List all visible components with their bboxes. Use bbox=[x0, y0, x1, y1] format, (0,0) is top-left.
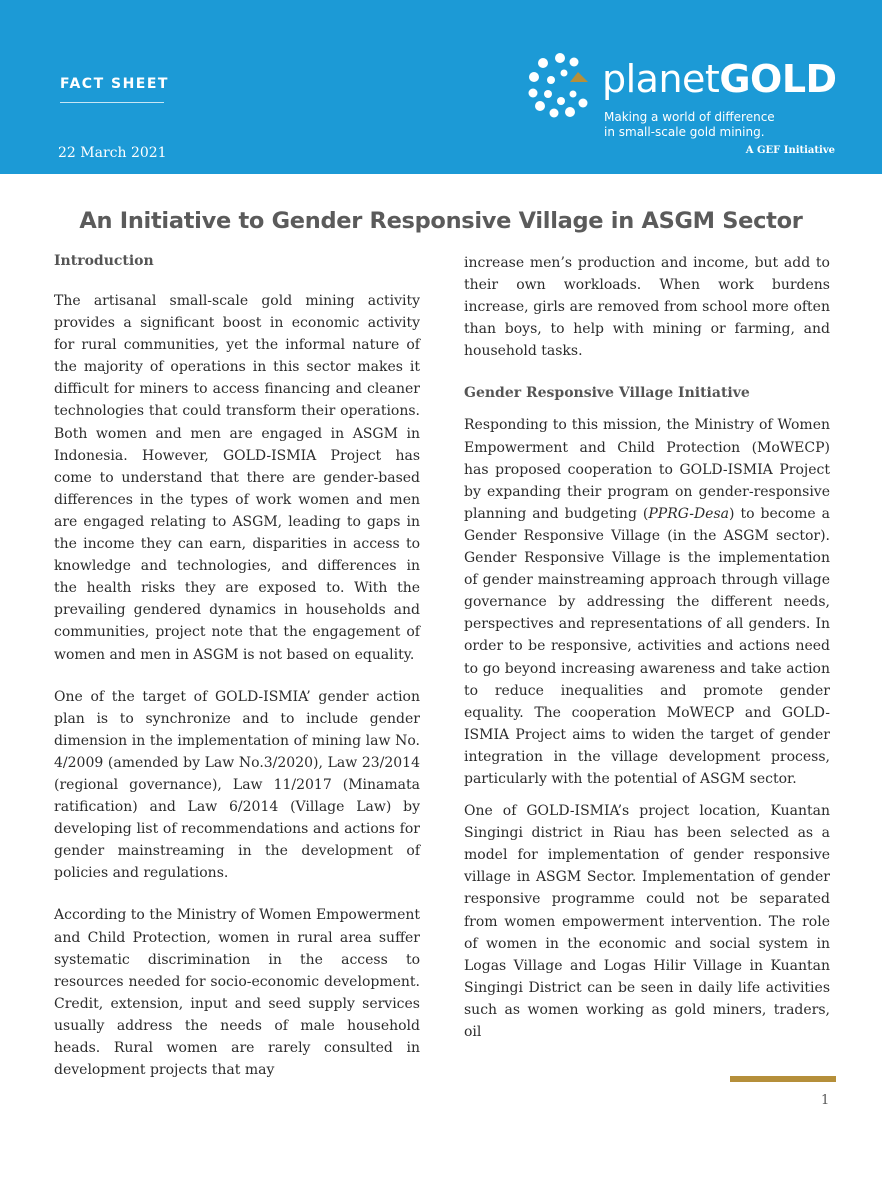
page-number: 1 bbox=[821, 1093, 830, 1108]
document-title: An Initiative to Gender Responsive Village in ASGM Sector bbox=[79, 208, 803, 234]
intro-paragraph-1: The artisanal small-scale gold mining activity provides a significant boost in economic activity for rural communities, yet the informal nature of the majority of operations in this sector makes it difficult for miners to access financing and cleaner technologies that could transform their operations. Both women and men are engaged in ASGM in Indonesia. However, GOLD-ISMIA Project has come to understand that there are gender-based differences in the types of work women and men are engaged relating to ASGM, leading to gaps in the income they can earn, disparities in access to knowledge and technologies, and differences in the health risks they are exposed to. With the prevailing gendered dynamics in households and communities, project note that the engagement of women and men in ASGM is not based on equality. bbox=[54, 293, 420, 663]
tagline-line-2: in small-scale gold mining. bbox=[604, 125, 765, 139]
header-banner bbox=[0, 0, 882, 174]
initiative-paragraph-1-start: Responding to this mission, the Ministry of Women Empowerment and Child Protection (MoWECP) has proposed cooperation to GOLD-ISMIA Project by expanding their program on gender-responsive planning and budgeting ( bbox=[464, 417, 830, 522]
logo-wordmark-light: planet bbox=[602, 57, 720, 101]
continued-paragraph: increase men’s production and income, but add to their own workloads. When work burdens increase, girls are removed from school more often than boys, to help with mining or farming, and household tasks. bbox=[464, 255, 830, 360]
initiative-paragraph-1 bbox=[464, 414, 830, 790]
initiative-paragraph-2: One of GOLD-ISMIA’s project location, Kuantan Singingi district in Riau has been selected as a model for implementation of gender responsive village in ASGM Sector. Implementation of gender responsive programme could not be separated from women empowerment intervention. The role of women in the economic and social system in Logas Village and Logas Hilir Village in Kuantan Singingi District can be seen in daily life activities such as women working as gold miners, traders, oil bbox=[464, 803, 830, 1040]
logo-wordmark bbox=[602, 56, 837, 102]
fact-sheet-underline bbox=[60, 102, 164, 103]
fact-sheet-label: FACT SHEET bbox=[60, 76, 169, 92]
publication-date: 22 March 2021 bbox=[58, 145, 167, 161]
initiative-paragraph-1-end: ) to become a Gender Responsive Village (in the ASGM sector). Gender Responsive Village is the implementation of gender mainstreaming approach through village governance by addressing the different needs, perspectives and representations of all genders. In order to be responsive, activities and actions need to go beyond increasing awareness and take action to reduce inequalities and promote gender equality. The cooperation MoWECP and GOLD-ISMIA Project aims to widen the target of gender integration in the village development process, particularly with the potential of ASGM sector. bbox=[464, 505, 830, 787]
initiative-heading: Gender Responsive Village Initiative bbox=[464, 385, 750, 402]
logo-wordmark-bold: GOLD bbox=[719, 57, 837, 101]
intro-paragraph-2: One of the target of GOLD-ISMIA’ gender action plan is to synchronize and to include gender dimension in the implementation of mining law No. 4/2009 (amended by Law No.3/2020), Law 23/2014 (regional governance), Law 11/2017 (Minamata ratification) and Law 6/2014 (Village Law) by developing list of recommendations and actions for gender mainstreaming in the development of policies and regulations. bbox=[54, 688, 420, 882]
planetgold-logo-icon bbox=[526, 50, 594, 118]
tagline-line-1: Making a world of difference bbox=[604, 110, 775, 124]
logo-tagline bbox=[604, 110, 804, 140]
right-column bbox=[464, 252, 830, 1043]
introduction-heading: Introduction bbox=[54, 253, 154, 269]
left-column bbox=[54, 250, 420, 1081]
gef-initiative-label: A GEF Initiative bbox=[745, 145, 835, 156]
gold-accent-rule bbox=[730, 1076, 836, 1082]
pprg-desa-term: PPRG-Desa bbox=[648, 505, 729, 522]
intro-paragraph-3: According to the Ministry of Women Empowerment and Child Protection, women in rural area suffer systematic discrimination in the access to resources needed for socio-economic development. Credit, extension, input and seed supply services usually address the needs of male household heads. Rural women are rarely consulted in development projects that may bbox=[54, 907, 420, 1079]
